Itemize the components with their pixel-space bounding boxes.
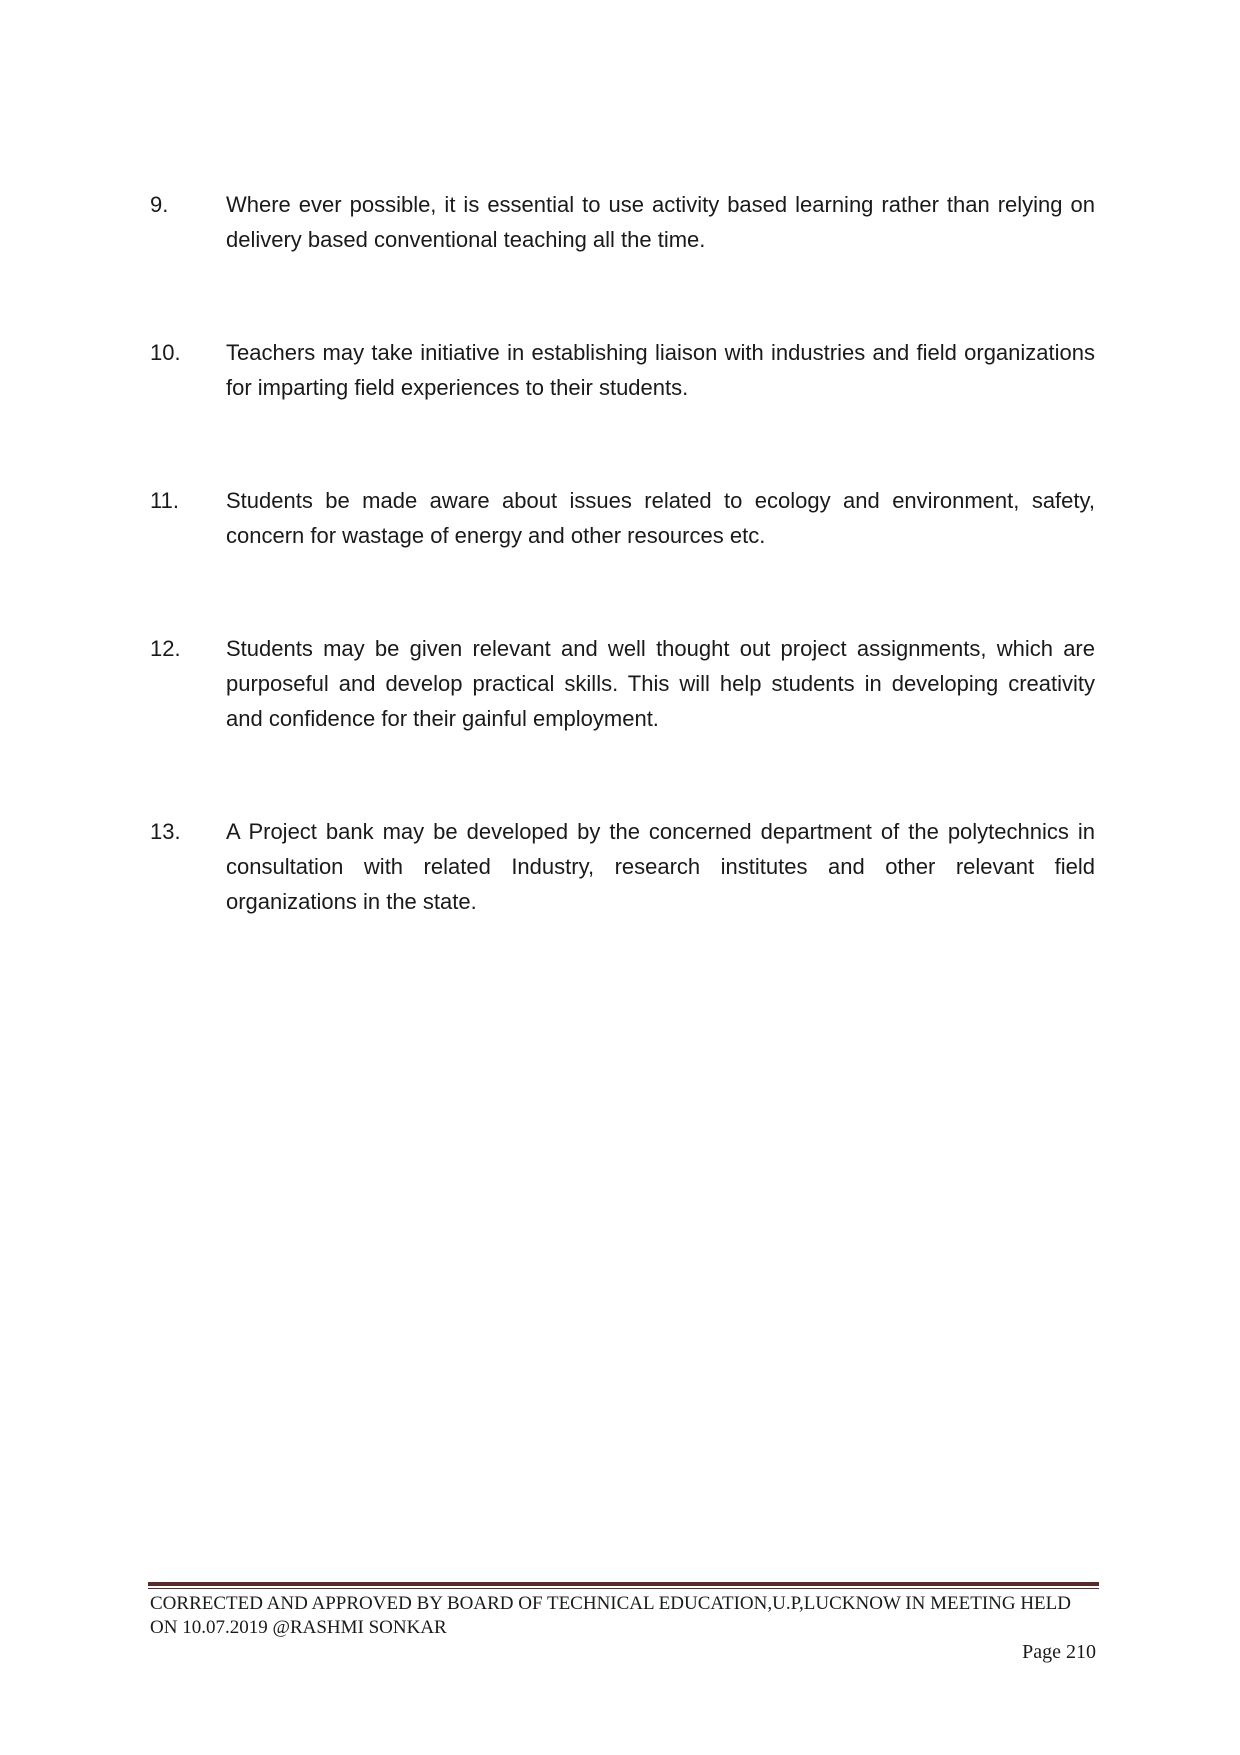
list-item-number: 13. [150,819,181,844]
list-item-text: Teachers may take initiative in establishing liaison with industries and field organizations for imparting field experiences to their students. [226,340,1095,400]
list-item-text: Where ever possible, it is essential to use activity based learning rather than relying on delivery based conventional teaching all the time. [226,192,1095,252]
list-item-text: Students may be given relevant and well thought out project assignments, which are purposeful and develop practical skills. This will help students in developing creativity and confidence for their gainful employment. [226,636,1095,731]
list-item-number: 9. [150,192,169,217]
list-item-text: A Project bank may be developed by the concerned department of the polytechnics in consultation with related Industry, research institutes and other relevant field organizations in the state. [226,819,1095,914]
list-item-number: 12. [150,636,181,661]
list-item-number: 11. [150,488,179,513]
footer-divider-thin [148,1588,1099,1589]
list-item-number: 10. [150,340,181,365]
page-number: Page 210 [1022,1641,1096,1663]
footer-divider [148,1582,1099,1586]
list-item-text: Students be made aware about issues related to ecology and environment, safety, concern for wastage of energy and other resources etc. [226,488,1095,548]
footer-approval-note: CORRECTED AND APPROVED BY BOARD OF TECHNICAL EDUCATION,U.P,LUCKNOW IN MEETING HELD ON 10.07.2019 @RASHMI SONKAR [150,1593,1071,1638]
